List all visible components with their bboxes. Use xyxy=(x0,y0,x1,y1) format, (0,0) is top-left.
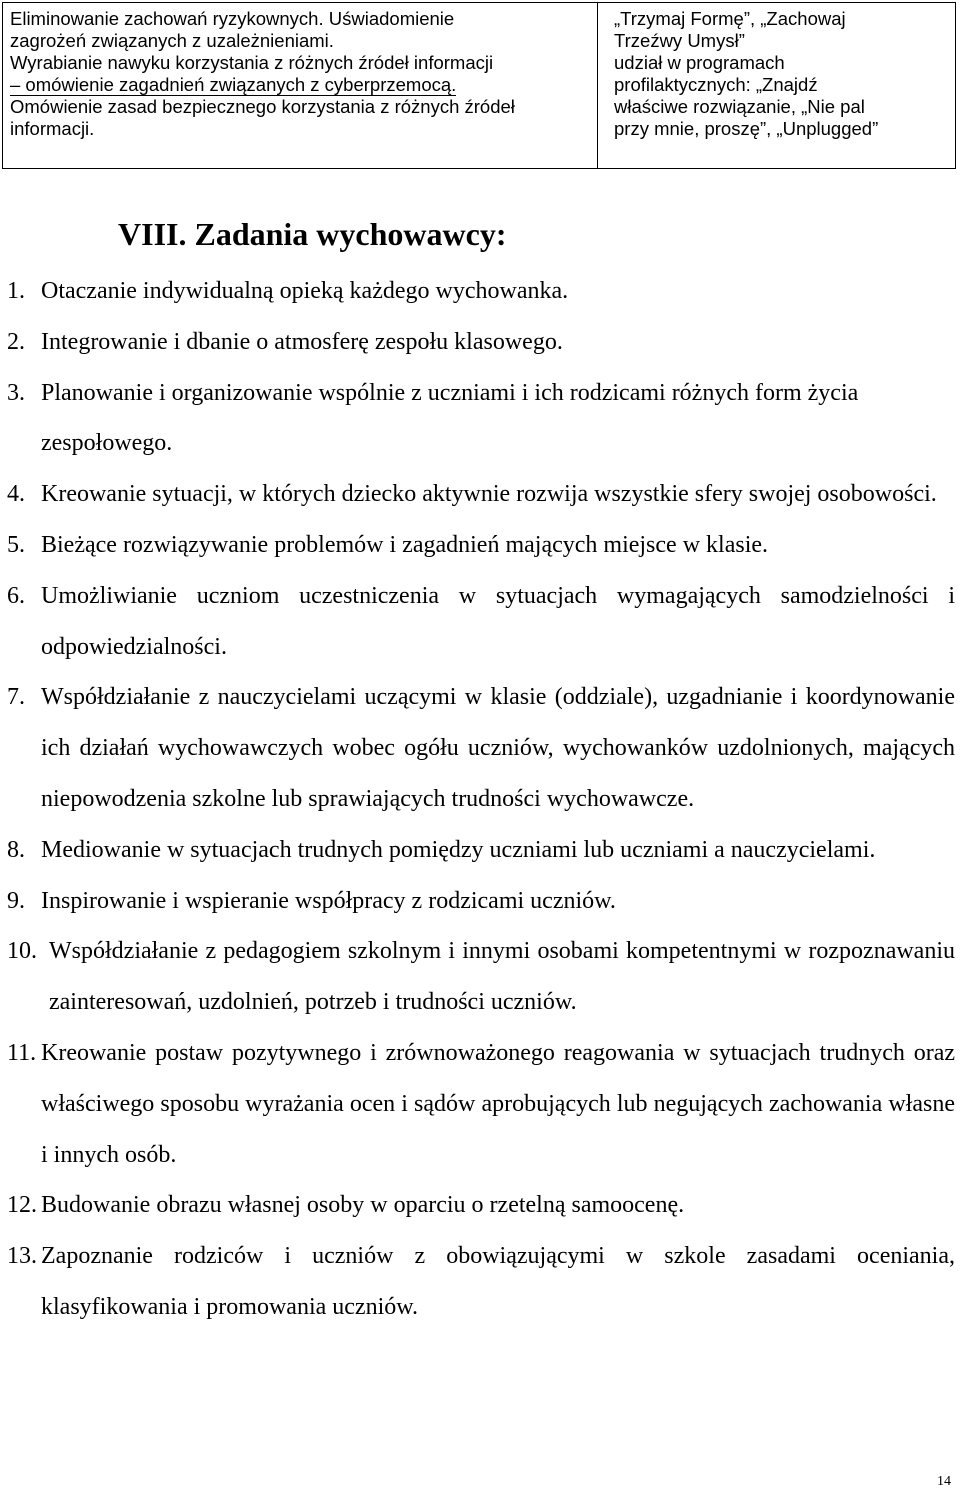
table-text-line: właściwe rozwiązanie, „Nie pal xyxy=(614,96,865,117)
item-number: 12. xyxy=(7,1192,37,1219)
item-text: Współdziałanie z nauczycielami uczącymi w klasie (oddziale), uzgadnianie i koordynowanie ich działań wychowawczych wobec ogółu uczniów, wychowanków uzdolnionych, mających niepowodzenia szkolne lub sprawiających trudności wychowawcze. xyxy=(41,684,955,812)
list-item xyxy=(0,1180,960,1231)
tasks-list xyxy=(0,266,960,1333)
list-item xyxy=(0,1231,960,1333)
item-number: 13. xyxy=(7,1243,37,1270)
table-text-line: „Trzymaj Formę”, „Zachowaj xyxy=(614,8,846,29)
page-number: 14 xyxy=(937,1474,951,1489)
item-text: Inspirowanie i wspieranie współpracy z rodzicami uczniów. xyxy=(41,887,616,914)
table-text-line: udział w programach xyxy=(614,52,785,73)
item-text: Kreowanie postaw pozytywnego i zrównoważonego reagowania w sytuacjach trudnych oraz właściwego sposobu wyrażania ocen i sądów aprobujących lub negujących zachowania własne i innych osób. xyxy=(41,1039,955,1168)
table-text-line: Trzeźwy Umysł” xyxy=(614,30,745,51)
item-text: Kreowanie sytuacji, w których dziecko aktywnie rozwija wszystkie sfery swojej osobowości. xyxy=(41,481,937,508)
list-item xyxy=(0,520,960,571)
item-number: 2. xyxy=(7,328,25,355)
list-item xyxy=(0,571,960,673)
item-number: 4. xyxy=(7,481,25,508)
item-number: 3. xyxy=(7,379,25,406)
item-number: 9. xyxy=(7,887,25,914)
list-item xyxy=(0,266,960,317)
list-item xyxy=(0,1028,960,1180)
item-text: Integrowanie i dbanie o atmosferę zespołu klasowego. xyxy=(41,328,563,355)
table-cell-tasks xyxy=(3,3,598,168)
list-item xyxy=(0,825,960,876)
item-number: 1. xyxy=(7,278,25,304)
item-text: Mediowanie w sytuacjach trudnych pomiędzy uczniami lub uczniami a nauczycielami. xyxy=(41,836,876,863)
table-text-line: Omówienie zasad bezpiecznego korzystania z różnych źródeł xyxy=(10,96,515,117)
table-text-line: Wyrabianie nawyku korzystania z różnych źródeł informacji xyxy=(10,52,494,73)
item-number: 6. xyxy=(7,582,25,609)
list-item xyxy=(0,926,960,1028)
list-item xyxy=(0,672,960,824)
table-cell-programs xyxy=(598,3,955,168)
program-table xyxy=(2,2,956,169)
list-item xyxy=(0,876,960,927)
item-number: 8. xyxy=(7,836,25,863)
item-number: 7. xyxy=(7,684,25,711)
table-text-line: informacji. xyxy=(10,118,95,139)
item-text: Umożliwianie uczniom uczestniczenia w sytuacjach wymagających samodzielności i odpowiedzialności. xyxy=(41,582,955,660)
item-text: Otaczanie indywidualną opieką każdego wychowanka. xyxy=(41,278,569,304)
table-text-line: Eliminowanie zachowań ryzykownych. Uświadomienie xyxy=(10,8,455,29)
table-text-line: przy mnie, proszę”, „Unplugged” xyxy=(614,118,879,139)
item-text: Zapoznanie rodziców i uczniów z obowiązującymi w szkole zasadami oceniania, klasyfikowania i promowania uczniów. xyxy=(41,1243,955,1320)
list-item xyxy=(0,368,960,470)
item-text: Budowanie obrazu własnej osoby w oparciu o rzetelną samoocenę. xyxy=(41,1192,685,1219)
list-item xyxy=(0,317,960,368)
item-number: 11. xyxy=(7,1039,37,1066)
item-text: Planowanie i organizowanie wspólnie z uczniami i ich rodzicami różnych form życia zespołowego. xyxy=(41,379,859,457)
item-text: Bieżące rozwiązywanie problemów i zagadnień mających miejsce w klasie. xyxy=(41,531,769,558)
table-text-line: zagrożeń związanych z uzależnieniami. xyxy=(10,30,334,51)
item-text: Współdziałanie z pedagogiem szkolnym i innymi osobami kompetentnymi w rozpoznawaniu zainteresowań, uzdolnień, potrzeb i trudności uczniów. xyxy=(49,938,955,1016)
list-item xyxy=(0,469,960,520)
section-heading: VIII. Zadania wychowawcy: xyxy=(118,216,507,252)
table-text-line: profilaktycznych: „Znajdź xyxy=(614,74,818,95)
item-number: 10. xyxy=(7,938,37,965)
item-number: 5. xyxy=(7,531,25,558)
table-text-line: – omówienie zagadnień związanych z cyberprzemocą. xyxy=(10,74,457,95)
